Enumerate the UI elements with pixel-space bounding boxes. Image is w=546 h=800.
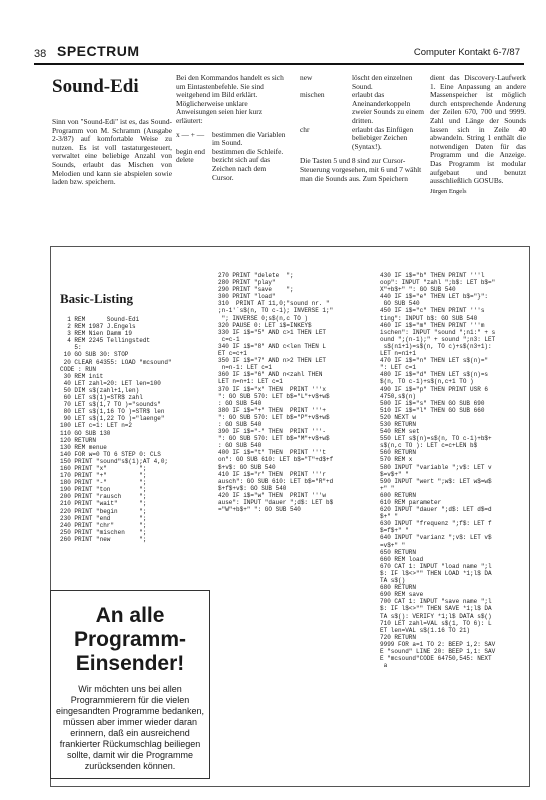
definition-desc: löscht den einzelnen Sound. xyxy=(352,73,413,91)
header-rule xyxy=(34,63,524,65)
definition-term: new xyxy=(300,73,313,82)
definition-row xyxy=(176,156,288,182)
listing-column-1: 1 REM Sound-Edi 2 REM 1987 J.Engels 3 REM Nien Damm 19 4 REM 2245 Tellingstedt 5: 10 GO SUB 30: STOP 20 CLEAR 64355: LOAD "mcsound" CODE : RUN 30 REM init 40 LET zahl=20: LET len=100 50 DIM s$(zahl+1,len) 60 LET s$(1)=STR$ zahl 70 LET s$(1,7 TO )="sounds" 80 LET s$(1,16 TO )=STR$ len 90 LET s$(1,22 TO )="laenge" 100 LET c=1: LET n=2 110 GO SUB 130 120 RETURN 130 REM menue 140 FOR w=0 TO 6 STEP 0: CLS 150 PRINT "sound"s$(1);AT 4,0; 160 PRINT "x" "; 170 PRINT "+" "; 180 PRINT "-" "; 190 PRINT "ton "; 200 PRINT "rausch "; 210 PRINT "wait" "; 220 PRINT "begin "; 230 PRINT "end "; 240 PRINT "chr" "; 250 PRINT "mischen "; 260 PRINT "new "; xyxy=(60,316,172,543)
magazine-section-title: SPECTRUM xyxy=(57,43,140,59)
cursor-keys-text: Die Tasten 5 und 8 sind zur Cursor-Steuerung vorgesehen, mit 6 und 7 wählt man die Sounds aus. Zum Speichern xyxy=(300,156,422,183)
definition-row xyxy=(300,91,428,125)
definition-row xyxy=(300,126,428,152)
definition-term: delete xyxy=(176,155,194,165)
promo-title: An alle Programm-Einsender! xyxy=(73,604,187,675)
definition-desc: bestimmen die Schleife. xyxy=(212,146,284,156)
article-intro-column xyxy=(52,118,172,187)
definition-term: x — + — xyxy=(176,129,205,139)
article-column-4 xyxy=(430,74,526,196)
article-title: Sound-Edi xyxy=(52,76,139,97)
article-column-2 xyxy=(176,74,288,182)
listing-column-3: 430 IF i$="b" THEN PRINT '''l oop": INPUT "zahl ";b$: LET b$=" X"+b$+" ": GO SUB 540 440 IF i$="e" THEN LET b$="}": GO SUB 540 450 IF i$="c" THEN PRINT '''s ting": INPUT b$: GO SUB 540 460 IF i$="m" THEN PRINT '''m ischen": INPUT "sound ";n1:" + s ound ";(n-1);" + sound ";n3: LET s$(n1+1)=s$(n, TO c)+s$(n3+1): LET n=n1+1 470 IF i$="n" THEN LET s$(n)=" ": LET c=1 480 IF i$="d" THEN LET s$(n)=s $(n, TO c-1)+s$(n,c+1 TO ) 490 IF i$="p" THEN PRINT USR 6 4750,s$(n) 500 IF i$="s" THEN GO SUB 690 510 IF i$="l" THEN GO SUB 660 520 NEXT w 530 RETURN 540 REM set 550 LET s$(n)=s$(n, TO c-1)+b$+ s$(n,c TO ): LET c=c+LEN b$ 560 RETURN 570 REM x 580 INPUT "variable ";v$: LET v $=v$+" " 590 INPUT "wert ";w$: LET w$=w$ +" " 600 RETURN 610 REM parameter 620 INPUT "dauer ";d$: LET d$=d $+" " 630 INPUT "frequenz ";f$: LET f $=f$+" " 640 INPUT "varianz ";v$: LET v$ =v$+" " 650 RETURN 660 REM load 670 CAT 1: INPUT "load name ";l $: IF l$<>"" THEN LOAD *1;l$ DA TA s$() 680 RETURN 690 REM save 700 CAT 1: INPUT "save name ";l $: IF l$<>"" THEN SAVE *1;l$ DA TA s$(): VERIFY *1;l$ DATA s$() 710 LET zahl=VAL s$(1, TO 6): L ET len=VAL s$(1.16 TO 21) 720 RETURN 9999 FOR a=1 TO 2: BEEP 1,2: SAV E "sound" LINE 20: BEEP 1,1: SAV E "mcsound"CODE 64750,545: NEXT a xyxy=(380,272,496,670)
definition-desc: erlaubt das Aneinanderkoppeln zweier Sounds zu einem dritten. xyxy=(352,90,425,125)
promo-body: Wir möchten uns bei allen Programmierern für die vielen eingesandten Programme bedanken, müssen aber immer wieder daran erinnern, daß ein ausreichend frankierter Rückumschlag beiliegen sollte, damit wir die Programme zurücksenden können. xyxy=(55,684,205,771)
page-number: 38 xyxy=(34,48,47,60)
definition-desc: bezicht sich auf das Zeichen nach dem Cursor. xyxy=(212,155,271,182)
definition-term: mischen xyxy=(300,90,325,100)
definition-term: begin end xyxy=(176,146,205,156)
author-signature: Jürgen Engels xyxy=(430,187,467,195)
listing-title: Basic-Listing xyxy=(60,291,133,306)
article-column-3 xyxy=(300,74,428,183)
issue-label: Computer Kontakt 6-7/87 xyxy=(413,47,520,58)
listing-column-2: 270 PRINT "delete "; 280 PRINT "play" 290 PRINT "save "; 300 PRINT "load" 310 PRINT AT 11,0;"sound nr. " ;n-1'`s$(n, TO c-1); INVERSE 1;" "; INVERSE 0;s$(n,c TO ) 320 PAUSE 0: LET i$=INKEY$ 330 IF i$="5" AND c>1 THEN LET c=c-1 340 IF i$="8" AND c<len THEN L ET c=c+1 350 IF i$="7" AND n>2 THEN LET n=n-1: LET c=1 360 IF i$="6" AND n<zahl THEN LET n=n+1: LET c=1 370 IF i$="x" THEN PRINT '''x ": GO SUB 570: LET b$="L"+v$+w$ : GO SUB 540 380 IF i$="+" THEN PRINT '''+ ": GO SUB 570: LET b$="P"+v$+w$ : GO SUB 540 390 IF i$="-" THEN PRINT '''- ": GO SUB 570: LET b$="M"+v$+w$ : GO SUB 540 400 IF i$="t" THEN PRINT '''t on": GO SUB 610: LET b$="T"+d$+f $+v$: GO SUB 540 410 IF i$="r" THEN PRINT '''r ausch": GO SUB 610: LET b$="R"+d $+f$+v$: GO SUB 540 420 IF i$="w" THEN PRINT '''w ause": INPUT "dauer ";d$: LET b$ ="W"+b$+" ": GO SUB 540 xyxy=(218,272,334,514)
definition-desc: bestimmen die Variablen im Sound. xyxy=(212,129,286,148)
definition-desc: erlaubt das Einfügen beliebiger Zeichen (Syntax!). xyxy=(352,124,414,151)
commands-intro: Bei den Kommandos handelt es sich um Eintastenbefehle. Sie sind weitgehend im Bild erklärt. Möglicherweise unklare Anweisungen seien hier kurz erläutert: xyxy=(176,73,284,125)
definition-row xyxy=(176,131,288,148)
article-intro: Sinn von "Sound-Edi" ist es, das Sound-Programm von M. Schramm (Ausgabe 2-3/87) auf komfortable Weise zu nutzen. Es ist voll tastaturgesteuert, verwaltet eine beliebige Anzahl von Sounds, erlaubt das Mischen von Melodien und kann sie abspielen sowie laden bzw. speichern. xyxy=(52,117,172,187)
definition-term: chr xyxy=(300,124,310,134)
promo-box xyxy=(50,590,210,779)
storage-text: dient das Discovery-Laufwerk 1. Eine Anpassung an andere Massenspeicher ist möglich durch entsprechende Änderung der Zeilen 670, 700 und 9999. Zahl und Länge der Sounds lassen sich in Zeile 40 abwandeln. String 1 enthält die notwendigen Daten für das Programm und die Anzeige. Das Programm ist modular aufgebaut und benutzt ausschließlich GOSUBs. xyxy=(430,73,526,186)
definition-row xyxy=(300,74,428,91)
